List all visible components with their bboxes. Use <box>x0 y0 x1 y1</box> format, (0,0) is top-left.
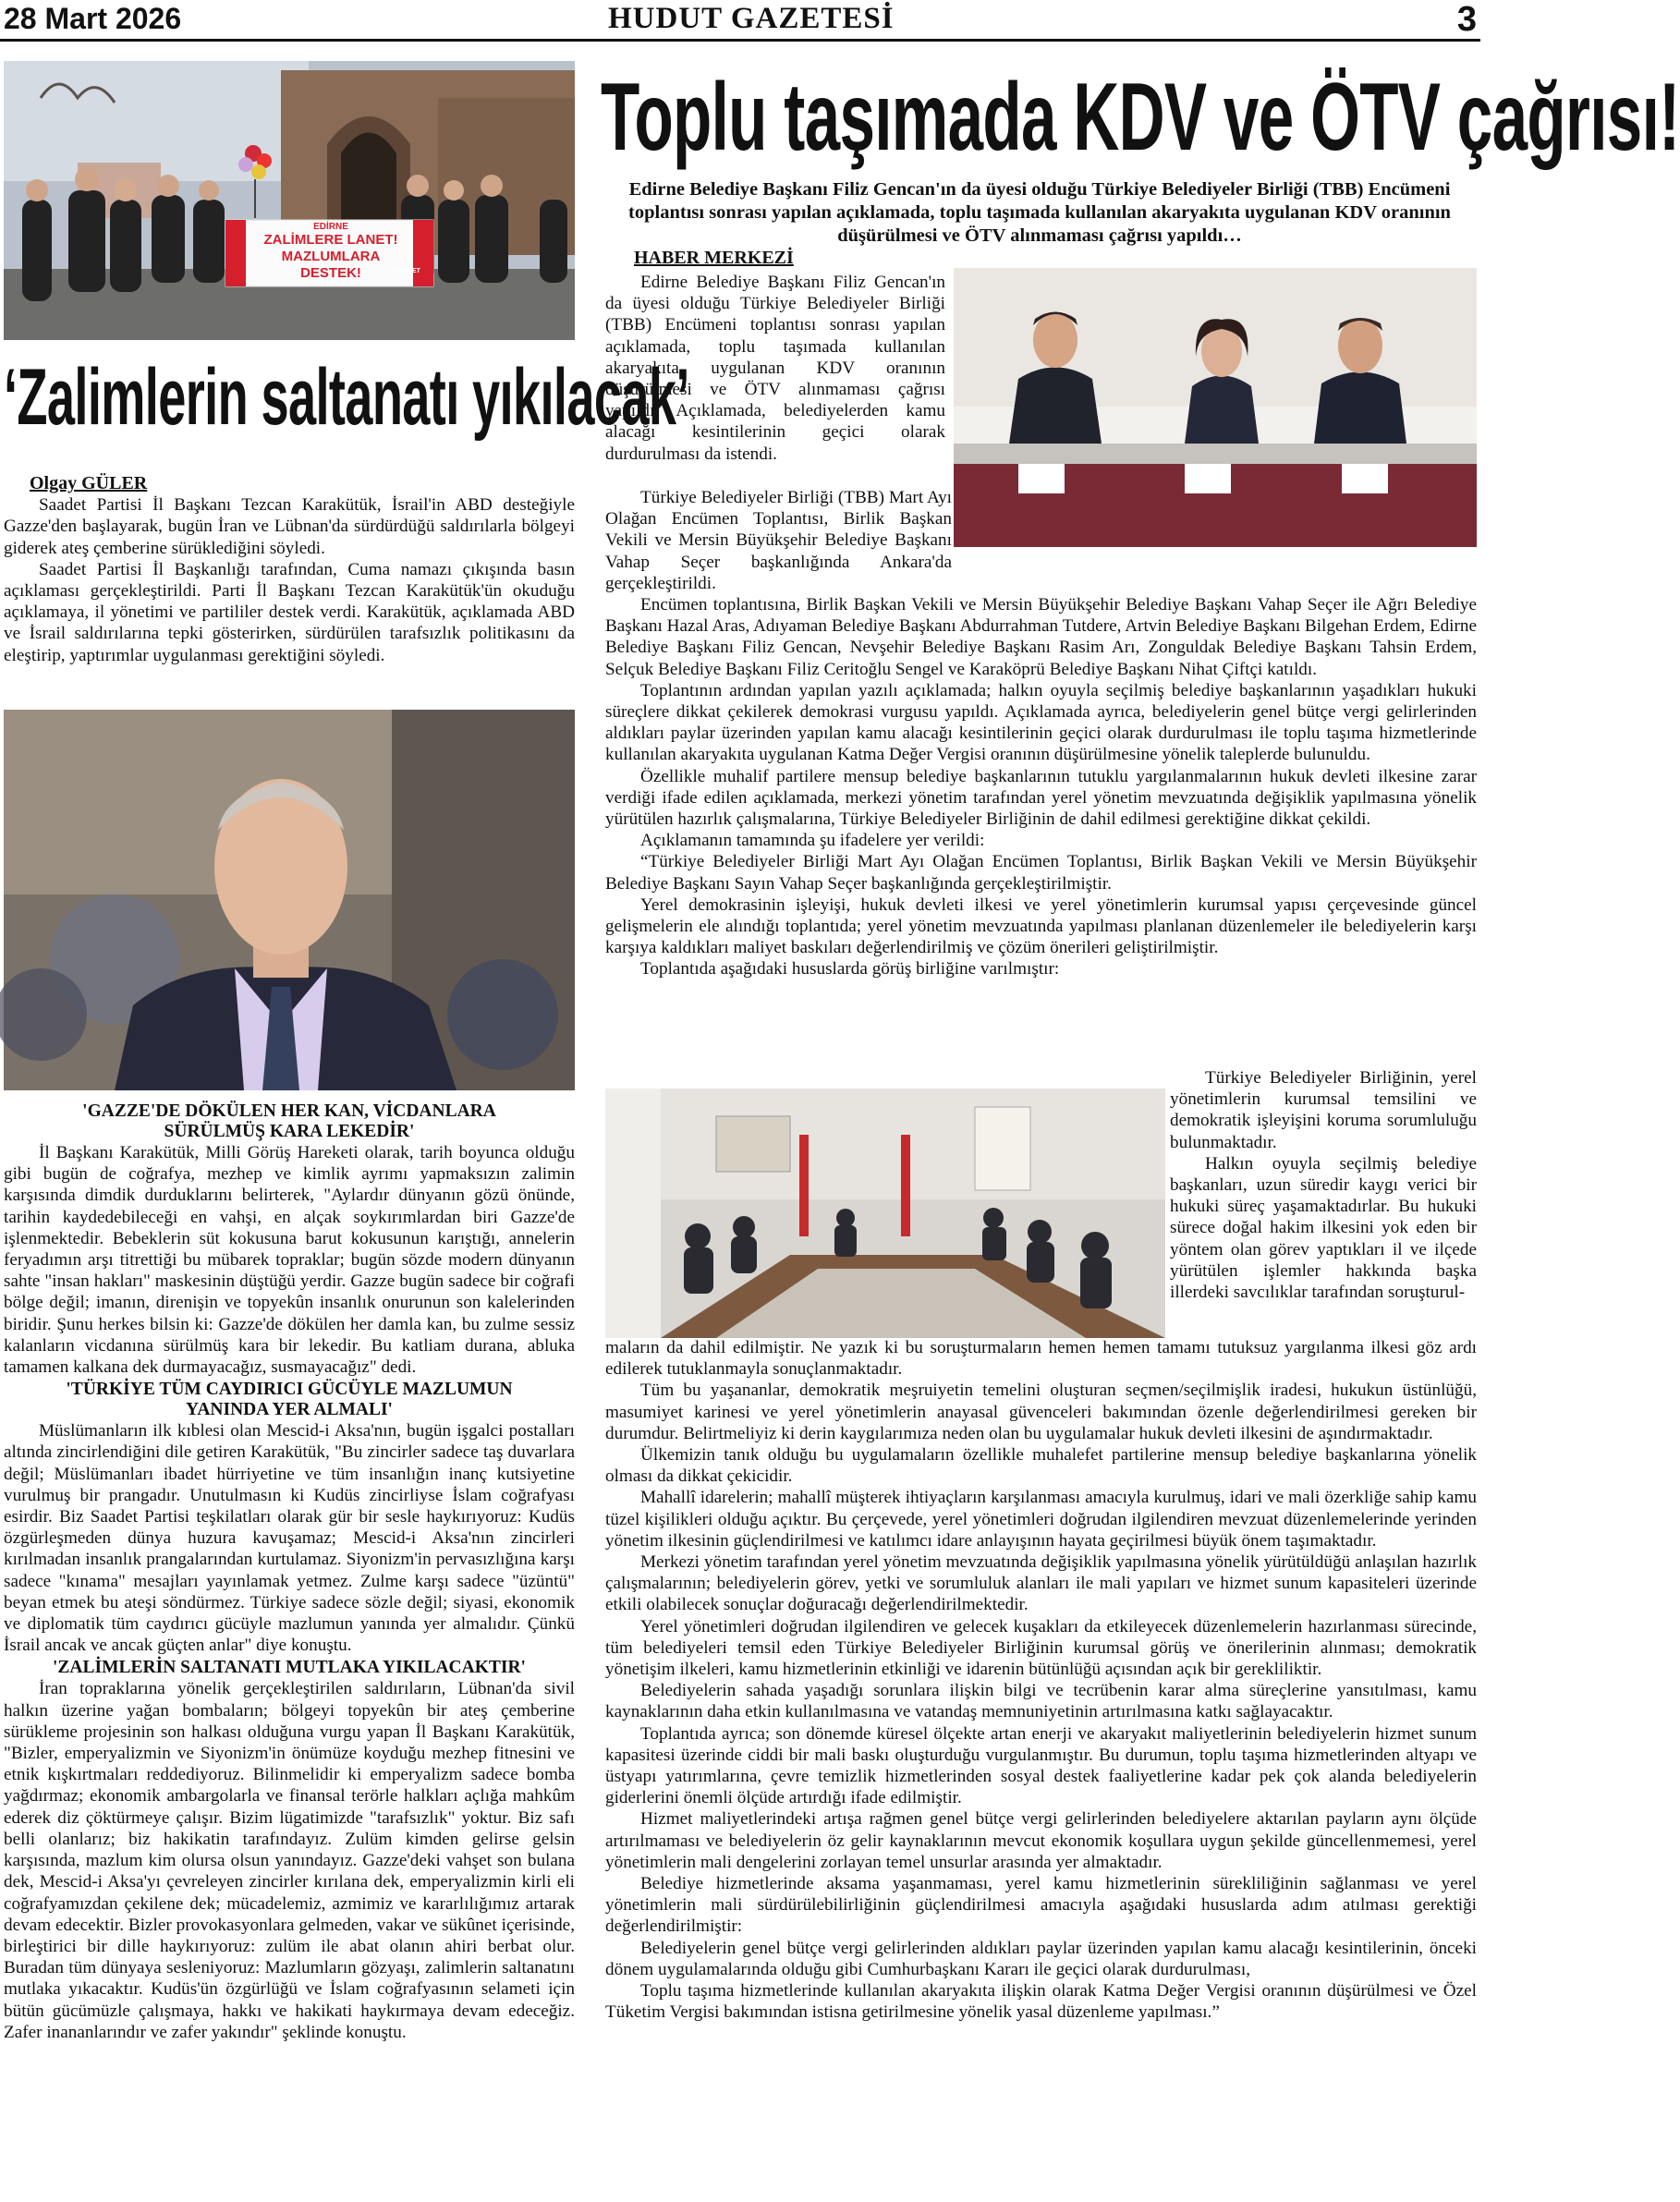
header-rule <box>0 39 1480 42</box>
page-number: 3 <box>1456 0 1477 39</box>
right-intro <box>605 272 945 465</box>
left-headline: ‘Zalimlerin saltanatı yıkılacak’ <box>4 353 689 442</box>
meeting-room-photo <box>605 1089 1165 1338</box>
right-body-p8: Yerel demokrasinin işleyişi, hukuk devleti ilkesi ve yerel yönetimlerin kurumsal yapısı çerçevesinde güncel gelişmelerin ele alındığı toplantıda; yerel yönetim mevzuatında yapılması planlanan düzenlemeler ile belediyelerin karşı karşıya kaldıkları maliyet baskıları değerlendirilmiş ve çözüm önerileri geliştirilmiştir. <box>605 894 1477 958</box>
right-body-b <box>1170 1067 1477 1303</box>
right-body-p21: Belediyelerin genel bütçe vergi gelirlerinden aldıkları paylar üzerinden yapılan kamu alacağı kesintilerinin, önceki dönem uygulamalarında olduğu gibi Cumhurbaşkanı Kararı ile geçici olarak durdurulması, <box>605 1938 1477 1979</box>
protest-photo-image <box>4 61 575 340</box>
right-body-p20: Belediye hizmetlerinde aksama yaşanmaması, yerel kamu hizmetlerinin sürekliliğinin sağlanması ve yerel yönetimlerin mali sürdürülebilirliğinin güçlendirilmesi amacıyla aşağıdaki hususlarda adım atılması gerektiği değerlendirilmiştir: <box>605 1874 1477 1937</box>
issue-date: 28 Mart 2026 <box>4 2 182 35</box>
left-intro <box>4 473 575 666</box>
left-subhead-2: 'TÜRKİYE TÜM CAYDIRICI GÜCÜYLE MAZLUMUN YANINDA YER ALMALI' <box>66 1380 513 1420</box>
right-body-p2: Türkiye Belediyeler Birliği (TBB) Mart Ayı Olağan Encümen Toplantısı, Birlik Başkan Vekili ve Mersin Büyükşehir Belediye Başkanı Vahap Seçer başkanlığında Ankara'da gerçekleştirildi. <box>605 488 952 593</box>
left-intro-p1: Saadet Partisi İl Başkanı Tezcan Karakütük, İsrail'in ABD desteğiyle Gazze'den başlayarak, bugün İran ve Lübnan'da sürdürdüğü saldırılarla bölgeyi giderek ateş çemberine sürüklediğini söyledi. <box>4 495 575 558</box>
left-body <box>4 1100 575 2043</box>
right-body-p19: Hizmet maliyetlerindeki artışa rağmen genel bütçe vergi gelirlerinden belediyelere aktarılan payların aynı ölçüde artırılmaması ve belediyelerin öz gelir kaynaklarının mevcut ekonomik koşullara uygun şekilde güncellenmemesi, yerel yönetimlerin mali dengelerini zorlayan temel unsurlar arasında yer almaktadır. <box>605 1809 1477 1872</box>
right-body-p9: Toplantıda aşağıdaki hususlarda görüş birliğine varılmıştır: <box>640 959 1060 979</box>
right-lead: Edirne Belediye Başkanı Filiz Gencan'ın da üyesi olduğu Türkiye Belediyeler Birliği (TBB) Encümeni toplantısı sonrası yapılan açıklamada, toplu taşımada kullanılan akaryakıta uygulanan KDV oranının düşürülmesi ve ÖTV alınmaması çağrısı yapıldı… <box>628 179 1451 246</box>
right-body-a <box>605 487 1477 980</box>
right-headline: Toplu taşımada KDV ve ÖTV çağrısı! <box>601 64 1680 171</box>
left-subhead-3: 'ZALİMLERİN SALTANATI MUTLAKA YIKILACAKTIR' <box>53 1658 526 1678</box>
right-body-p11: Halkın oyuyla seçilmiş belediye başkanları, uzun süredir kaygı verici bir hukuki süreç yaşamaktadırlar. Bu hukuki sürece doğal hakim ilkesini yok eden bir yöntem olan görev yaptıkları il ve ilçede yürütülen işlemler hakkında başka illerdeki savcılıklar tarafından soruşturul- <box>1170 1153 1477 1303</box>
right-body-p15: Merkezi yönetim tarafından yerel yönetim mevzuatında değişiklik yapılmasına yönelik yürütüldüğü anlaşılan hazırlık çalışmalarının; belediyelerin görev, yetki ve sorumluluk alanları ile mali yapıları ve hizmet sunum kapasiteleri üzerinde etkili olabilecek sonuçlar doğuracağı değerlendirilmektedir. <box>605 1552 1477 1615</box>
right-body-p17: Belediyelerin sahada yaşadığı sorunlara ilişkin bilgi ve tecrübenin karar alma süreçlerine yansıtılması, kamu kaynaklarının daha etkin kullanılmasına ve vatandaş memnuniyetinin artırılmasına katkı sağlayacaktır. <box>605 1681 1477 1722</box>
left-byline: Olgay GÜLER <box>30 473 148 493</box>
right-body-p22: Toplu taşıma hizmetlerinde kullanılan akaryakıta ilişkin olarak Katma Değer Vergisi oranının düşürülmesi ve Özel Tüketim Vergisi bakımından istisna getirilmesine yönelik yasal düzenleme yapılması.” <box>605 1981 1477 2023</box>
portrait-photo-image <box>4 710 575 1090</box>
left-body-p3: İran topraklarına yönelik gerçekleştirilen saldırıların, Lübnan'da sivil halkın üzerine yağan bombaların; bölgeyi topyekûn bir ateş çemberine sürükleme projesinin son halkası olduğuna vurgu yapan İl Başkanı Karakütük, "Bizler, emperyalizmin ve Siyonizm'in önümüze koyduğu mezhep fitnesini ve etnik kışkırtmaları reddediyoruz. Bilinmelidir ki emperyalizm sadece bomba yağdırmaz; ekonomik ambargolarla ve finansal terörle halkları açlığa mahkûm ederek diz çöktürmeye çalışır. Bizim lügatimizde "tarafsızlık" yoktur. Biz safı belli olanlarız; biz hakikatin tarafındayız. Zulüm kimden gelirse gelsin karşısında, mazlum kim olursa olsun yanındayız. Gazze'deki vahşet son bulana dek, Mescid-i Aksa'yı çevreleyen zincirler kırılana dek, emperyalizmin kirli eli coğrafyamızdan çekilene dek; mücadelemiz, azmimiz ve kararlılığımız artarak devam edecektir. Bizler provokasyonlara gelmeden, vakar ve sükûnet içerisinde, birleştirici bir dille haykırıyoruz: zulüm ile abat olanın ahiri berbat olur. Buradan tüm dünyaya sesleniyoruz: Mazlumların gözyaşı, zalimlerin saltanatını mutlaka yıkacaktır. Kudüs'ün özgürlüğü ve İslam coğrafyasının selameti için bütün gücümüzle çalışmaya, hakkı ve hakikati haykırmaya devam edeceğiz. Zafer inananlarındır ve zafer yakındır" şeklinde konuştu. <box>4 1679 575 2042</box>
right-body-p6: Açıklamanın tamamında şu ifadelere yer verildi: <box>640 831 985 851</box>
left-subhead-1: 'GAZZE'DE DÖKÜLEN HER KAN, VİCDANLARA SÜRÜLMÜŞ KARA LEKEDİR' <box>82 1101 496 1141</box>
right-body-p7: “Türkiye Belediyeler Birliği Mart Ayı Olağan Encümen Toplantısı, Birlik Başkan Vekili ve Mersin Büyükşehir Belediye Başkanı Sayın Vahap Seçer başkanlığında gerçekleştirilmiştir. <box>605 852 1477 894</box>
right-body-p3: Encümen toplantısına, Birlik Başkan Vekili ve Mersin Büyükşehir Belediye Başkanı Vahap Seçer ile Ağrı Belediye Başkanı Hazal Aras, Adıyaman Belediye Başkanı Abdurrahman Tutdere, Artvin Belediye Başkanı Bilgehan Erdem, Edirne Belediye Başkanı Filiz Gencan, Nevşehir Belediye Başkanı Rasim Arı, Zonguldak Belediye Başkanı Tahsin Erdem, Selçuk Belediye Başkanı Filiz Ceritoğlu Sengel ve Karaköprü Belediye Başkanı Nihat Çiftçi katıldı. <box>605 595 1477 679</box>
right-body-p11b: maların da dahil edilmiştir. Ne yazık ki bu soruşturmaların hemen hemen tamamı tutuksuz yargılanma ilkesi göz ardı edilerek tutuklanmayla sonuçlanmaktadır. <box>605 1338 1477 1380</box>
banner-city: EDİRNE <box>313 222 348 232</box>
right-body-p18: Toplantıda ayrıca; son dönemde küresel ölçekte artan enerji ve akaryakıt maliyetlerinin belediyelerin hizmet sunum kapasitesi üzerinde ciddi bir mali baskı oluşturduğu vurgulanmıştır. Bu durumun, toplu taşıma hizmetlerinden altyapı ve üstyapı yatırımlarına, çevre temizlik hizmetlerinden sosyal destek faaliyetlerine kadar pek çok alanda belediyelerin giderlerini önemli ölçüde artırdığı ifade edilmiştir. <box>605 1723 1477 1808</box>
banner-line1: ZALİMLERE LANET! <box>263 232 398 248</box>
protest-photo <box>4 61 575 340</box>
left-body-p2: Müslümanların ilk kıblesi olan Mescid-i Aksa'nın, bugün işgalci postalları altında zincirlendiğini dile getiren Karakütük, "Bu zincirler sadece taş duvarlara değil; Müslümanları ibadet hürriyetine ve tüm insanlığın inanç kutsiyetine vurulmuş bir prangadır. Unutulmasın ki Kudüs zincirliyse İslam coğrafyası esirdir. Biz Saadet Partisi teşkilatları olarak gür bir sesle haykırıyoruz: Kudüs özgürleşmeden dünya huzura kavuşamaz; Mescid-i Aksa'nın zincirleri kırılmadan insanlık prangalarından kurtulamaz. Siyonizm'in pervasızlığına karşı sadece "kınama" mesajları yayınlamak yetmez. Zulme karşı sadece "üzüntü" beyan etmek bu ateşi söndürmez. Türkiye sadece sözle değil; siyasi, ekonomik ve diplomatik tüm caydırıcı gücüyle mazlumun yanında yer almalıdır. Çünkü İsrail ancak ve ancak güçten anlar" diye konuştu. <box>4 1421 575 1656</box>
right-body-p16: Yerel yönetimleri doğrudan ilgilendiren ve gelecek kuşakları da etkileyecek düzenlemelerin hazırlanması sürecinde, tüm belediyeleri temsil eden Türkiye Belediyeler Birliğinin kurumsal görüş ve önerilerinin alınması; demokratik yönetişim ilkeleri, kamu hizmetlerinin etkinliği ve idarenin bütünlüğü açısından açık bir gerekliliktir. <box>605 1616 1477 1680</box>
right-body-p14: Mahallî idarelerin; mahallî müşterek ihtiyaçların karşılanması amacıyla kurulmuş, idari ve mali özerkliğe sahip kamu tüzel kişilikleri olduğu açıktır. Bu çerçevede, yerel yönetimleri doğrudan ilgilendiren mevzuat düzenlemelerinde yerinden yönetim ilkesinin güçlendirilmesi ve katılımcı idare anlayışının hayata geçirilmesi büyük önem taşımaktadır. <box>605 1488 1477 1551</box>
right-body-p4: Toplantının ardından yapılan yazılı açıklamada; halkın oyuyla seçilmiş belediye başkanlarının yaşadıkları hukuki süreçlere dikkat çekilerek demokrasi vurgusu yapıldı. Açıklamada ayrıca, belediyelerin genel bütçe vergi gelirlerinden aldıkları paylar üzerinden yapılan kamu alacağı kesintilerinin geçici olarak durdurulması ile toplu taşıma hizmetlerinde kullanılan akaryakıta uygulanan Katma Değer Vergisi oranının düşürülmesine yönelik taleplerde bulunuldu. <box>605 680 1477 765</box>
newspaper-name: HUDUT GAZETESİ <box>608 2 895 35</box>
page-header <box>0 0 1480 41</box>
right-body-p12: Tüm bu yaşananlar, demokratik meşruiyetin temelini oluşturan seçmen/seçilmişlik iradesi, hukukun üstünlüğü, masumiyet karinesi ve yerel yönetimlerin anayasal güvenceleri bakımından özenle değerlendirilmesi gereken bir durumdur. Belirtmeliyiz ki derin kaygılarımıza neden olan bu uygulamalar hukuk devleti ilkesini de aşındırmaktadır. <box>605 1381 1477 1443</box>
meeting-room-photo-image <box>605 1089 1165 1338</box>
left-body-p1: İl Başkanı Karakütük, Milli Görüş Hareketi olarak, tarih boyunca olduğu gibi bugün de coğrafya, mezhep ve kimlik ayrımı yapmaksızın zalimin karşısında dimdik durduklarını belirterek, "Aylardır dünyanın gözü önünde, tarihin kaydedebileceği en vahşi, en alçak soykırımlardan biri Gazze'de işlenmektedir. Bebeklerin süt kokusuna barut kokusunun karıştığı, annelerin feryadımın arşı titrettiği bu mübarek topraklar; bugün sözde modern dünyanın sahte "insan hakları" maskesinin düştüğü yerdir. Gazze bugün sadece bir coğrafi bölge değil; imanın, direnişin ve topyekûn insanlık onurunun son kalelerinden biridir. Şunu herkes bilsin ki: Gazze'de dökülen her damla kan, bu zulme sessiz kalanların vicdanına sürülmüş kara bir lekedir. Bu katliam durana, abluka tamamen kalkana dek durmayacağız, susmayacağız" dedi. <box>4 1143 575 1378</box>
banner-party-logo: SAADET <box>394 268 420 274</box>
portrait-photo <box>4 710 575 1090</box>
right-body-c <box>605 1337 1477 2024</box>
right-body-p13: Ülkemizin tanık olduğu bu uygulamaların özellikle muhalefet partilerine mensup belediye başkanlarına yönelik olması da dikkat çekicidir. <box>605 1445 1477 1487</box>
banner-line2: MAZLUMLARA DESTEK! <box>281 249 381 281</box>
right-body-p10: Türkiye Belediyeler Birliğinin, yerel yönetimlerin kurumsal temsilini ve demokratik işleyişini koruma sorumluluğu bulunmaktadır. <box>1170 1068 1477 1152</box>
right-intro-p1: Edirne Belediye Başkanı Filiz Gencan'ın da üyesi olduğu Türkiye Belediyeler Birliği (TBB) Encümeni toplantısı sonrası yapılan açıklamada, toplu taşımada kullanılan akaryakıta uygulanan KDV oranının düşürülmesi ve ÖTV alınmaması çağrısı yapıldı. Açıklamada, belediyelerden kamu alacağı kesintilerinin geçici olarak durdurulması da istendi. <box>605 273 945 464</box>
left-intro-p2: Saadet Partisi İl Başkanlığı tarafından, Cuma namazı çıkışında basın açıklaması gerçekleştirildi. Parti İl Başkanı Tezcan Karakütük'ün okuduğu açıklamaya, il yönetimi ve partililer destek verdi. Karakütük, açıklamada ABD ve İsrail saldırılarına tepki gösterirken, sürdürülen tarafsızlık politikasını da eleştirip, yaptırımlar uygulanması gerektiğini söyledi. <box>4 559 575 665</box>
right-byline: HABER MERKEZİ <box>634 248 794 268</box>
right-body-p5: Özellikle muhalif partilere mensup belediye başkanlarının tutuklu yargılanmalarının hukuk devleti ilkesine zarar verdiği ifade edilen açıklamada, merkezi yönetim tarafından yerel yönetim mevzuatında değişiklik yapılmasına yönelik yürütülen hazırlık çalışmalarına, Türkiye Belediyeler Birliğinin de dahil edilmesi gerektiğine dikkat çekildi. <box>605 766 1477 830</box>
